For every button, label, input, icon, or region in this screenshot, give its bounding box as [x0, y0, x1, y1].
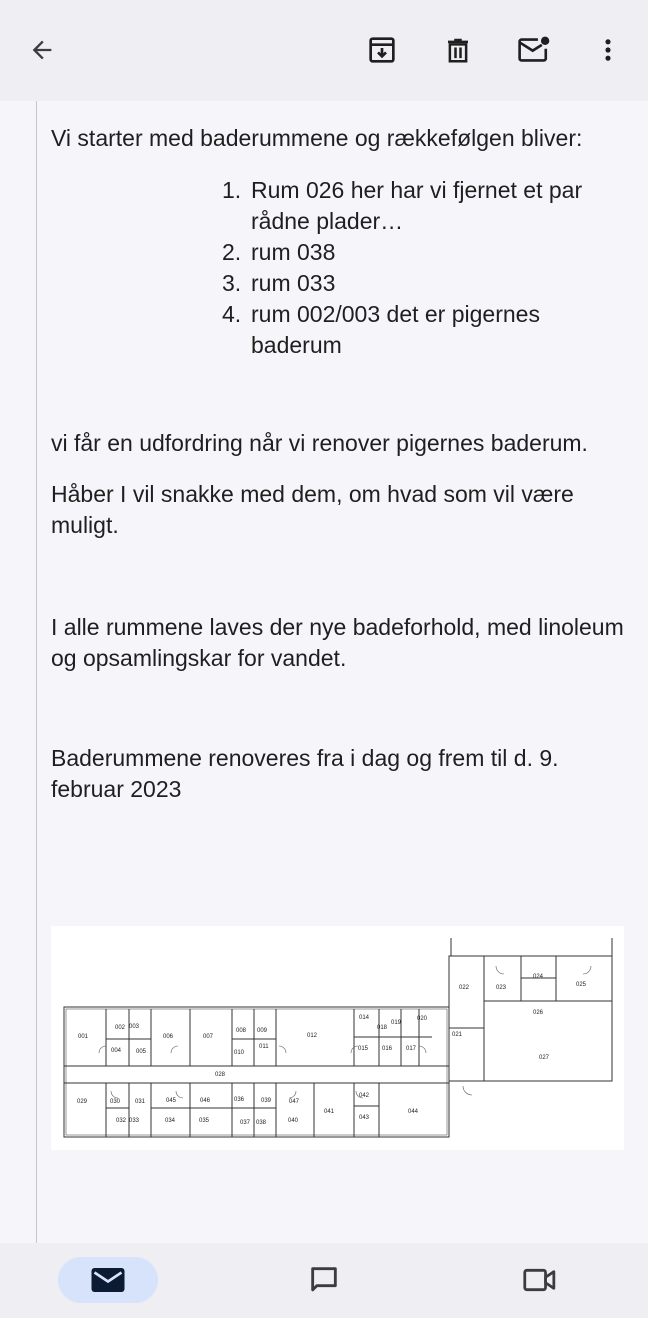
more-options-button[interactable]	[584, 26, 632, 74]
room-label: 001	[78, 1034, 89, 1040]
room-label: 041	[324, 1109, 335, 1115]
message-body	[0, 101, 648, 1243]
room-label: 028	[215, 1072, 226, 1078]
list-text: rum 002/003 det er pigernes baderum	[251, 301, 540, 358]
quote-border	[36, 101, 37, 1243]
room-label: 039	[261, 1098, 272, 1104]
room-label: 031	[135, 1099, 146, 1105]
room-label: 036	[234, 1097, 245, 1103]
list-text: Rum 026 her har vi fjernet et par rådne plader…	[251, 177, 583, 234]
room-label: 026	[533, 1010, 544, 1016]
mail-unread-icon	[517, 35, 551, 65]
schedule-text: Baderummene renoveres fra i dag og frem til d. 9. februar 2023	[51, 745, 559, 802]
room-label: 002	[115, 1025, 126, 1031]
hope-text: Håber I vil snakke med dem, om hvad som vil være muligt.	[51, 481, 574, 538]
delete-button[interactable]	[434, 26, 482, 74]
room-label: 015	[358, 1046, 369, 1052]
list-number: 2.	[222, 239, 242, 265]
room-label: 046	[200, 1098, 211, 1104]
room-label: 029	[77, 1099, 88, 1105]
floor-plan-image[interactable]	[51, 926, 624, 1150]
more-vert-icon	[594, 36, 622, 64]
room-label: 027	[539, 1055, 550, 1061]
room-label: 006	[163, 1034, 174, 1040]
list-item	[222, 299, 622, 361]
room-label: 010	[234, 1050, 245, 1056]
room-label: 014	[359, 1015, 370, 1021]
room-label: 008	[236, 1028, 247, 1034]
room-label: 034	[165, 1118, 176, 1124]
trash-icon	[443, 35, 473, 65]
room-label: 042	[359, 1093, 370, 1099]
nav-mail-button[interactable]	[58, 1257, 158, 1303]
renovation-order-list	[222, 175, 622, 361]
list-number: 4.	[222, 301, 242, 327]
list-item	[222, 268, 622, 299]
room-label: 043	[359, 1115, 370, 1121]
room-label: 016	[382, 1046, 393, 1052]
room-label: 005	[136, 1049, 147, 1055]
room-label: 017	[406, 1046, 417, 1052]
list-text: rum 038	[251, 239, 336, 265]
video-icon	[522, 1265, 558, 1295]
room-label: 032	[116, 1118, 127, 1124]
bottom-navigation	[0, 1243, 648, 1318]
room-label: 025	[576, 982, 587, 988]
room-label: 021	[452, 1032, 463, 1038]
room-label: 023	[496, 985, 507, 991]
list-item	[222, 175, 622, 237]
nav-meet-button[interactable]	[510, 1257, 570, 1303]
room-label: 011	[259, 1044, 269, 1050]
room-label: 019	[391, 1020, 402, 1026]
room-label: 012	[307, 1033, 318, 1039]
list-number: 3.	[222, 270, 242, 296]
chat-icon	[307, 1263, 341, 1297]
room-label: 018	[377, 1025, 388, 1031]
room-label: 037	[240, 1120, 251, 1126]
room-label: 003	[129, 1024, 140, 1030]
room-label: 007	[203, 1034, 214, 1040]
archive-icon	[366, 34, 398, 66]
room-label: 035	[199, 1118, 210, 1124]
room-label: 020	[417, 1016, 428, 1022]
room-label: 009	[257, 1028, 268, 1034]
nav-chat-button[interactable]	[294, 1257, 354, 1303]
mark-unread-button[interactable]	[510, 26, 558, 74]
room-label: 045	[166, 1098, 177, 1104]
list-item	[222, 237, 622, 268]
room-label: 033	[129, 1118, 140, 1124]
room-label: 044	[408, 1109, 419, 1115]
mail-icon	[90, 1265, 126, 1295]
floor-plan-drawing	[51, 926, 624, 1150]
intro-text: Vi starter med baderummene og rækkefølgen bliver:	[51, 125, 583, 151]
room-label: 024	[533, 974, 544, 980]
room-label: 047	[289, 1099, 300, 1105]
challenge-text: vi får en udfordring når vi renover pigernes baderum.	[51, 430, 588, 456]
room-label: 022	[459, 985, 470, 991]
archive-button[interactable]	[358, 26, 406, 74]
list-number: 1.	[222, 177, 242, 203]
room-label: 038	[256, 1120, 267, 1126]
rooms-text: I alle rummene laves der nye badeforhold, med linoleum og opsamlingskar for vandet.	[51, 614, 624, 671]
arrow-back-icon	[28, 36, 56, 64]
top-app-bar	[0, 0, 648, 101]
room-label: 040	[288, 1118, 299, 1124]
list-text: rum 033	[251, 270, 336, 296]
room-label: 030	[110, 1099, 121, 1105]
room-label: 004	[111, 1048, 122, 1054]
back-button[interactable]	[18, 26, 66, 74]
